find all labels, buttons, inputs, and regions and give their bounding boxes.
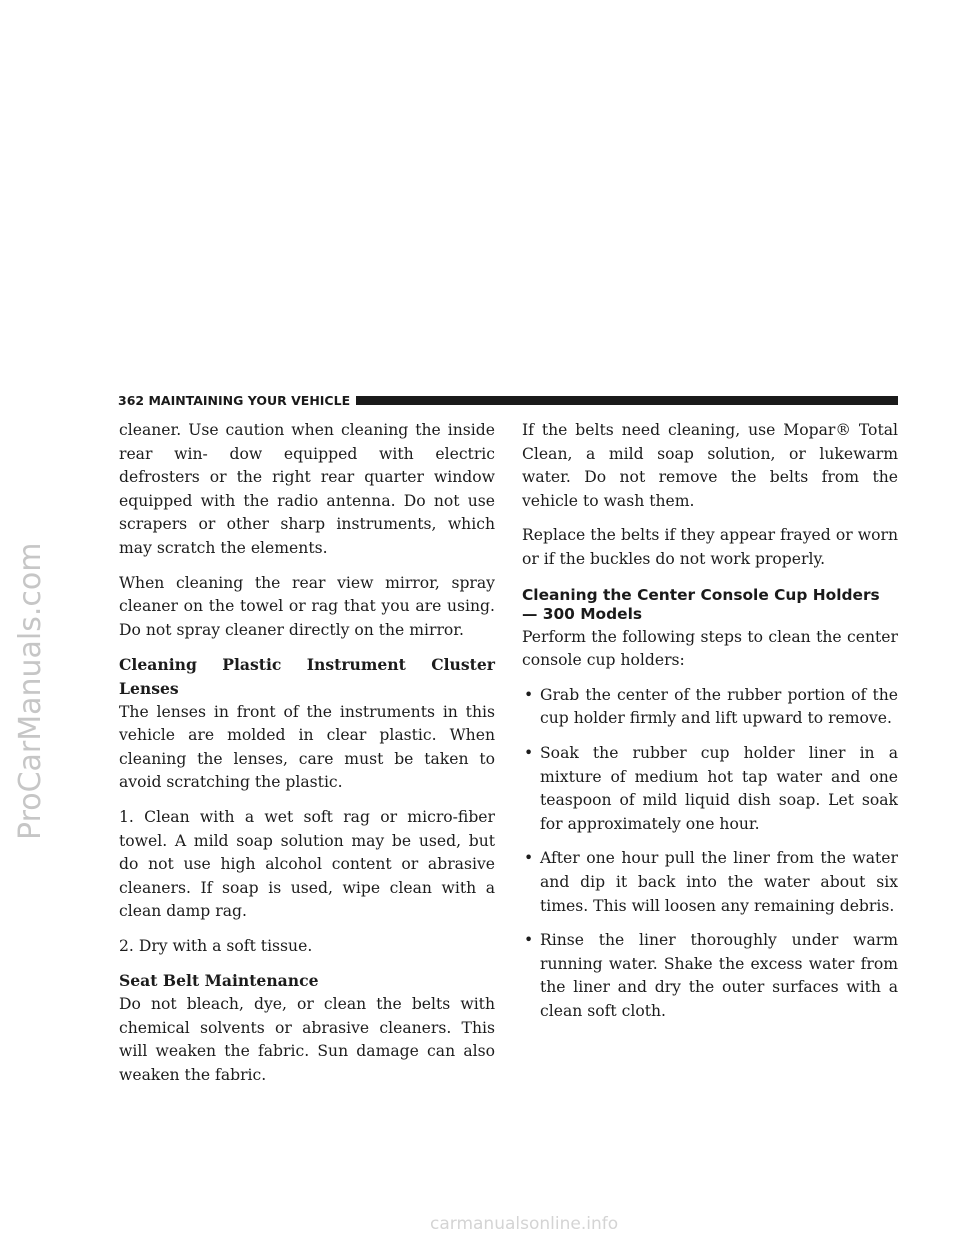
heading-seat-belt: Seat Belt Maintenance	[119, 971, 319, 991]
step-2: 2. Dry with a soft tissue.	[119, 936, 313, 955]
right-column	[522, 419, 898, 1034]
section-title: MAINTAINING YOUR VEHICLE	[148, 392, 351, 408]
step-1: 1. Clean with a wet soft rag or micro-fiber towel. A mild soap solution may be used, but do not use high alcohol content or abrasive cleaners. If soap is used, wipe clean with a clean damp rag.	[119, 807, 495, 921]
list-item: • Soak the rubber cup holder liner in a mixture of medium hot tap water and one teaspoon of mild liquid dish soap. Let soak for approximately one hour.	[522, 742, 898, 836]
page-header	[118, 389, 898, 411]
left-column	[119, 419, 495, 1098]
paragraph-lenses: The lenses in front of the instruments in this vehicle are molded in clear plastic. When cleaning the lenses, care must be taken to avoid scratching the plastic.	[119, 702, 495, 792]
watermark-procarmanuals: ProCarManuals.com	[13, 542, 48, 840]
header-label	[118, 393, 356, 408]
paragraph-seat-belt: Do not bleach, dye, or clean the belts with chemical solvents or abrasive cleaners. This will weaken the fabric. Sun damage can also weaken the fabric.	[119, 995, 495, 1084]
header-rule	[356, 396, 898, 405]
paragraph-window-caution: cleaner. Use caution when cleaning the inside rear win- dow equipped with electric defrosters or the right rear quarter window equipped with the radio antenna. Do not use scrapers or other sharp instruments, which may scratch the elements.	[119, 421, 495, 557]
paragraph-belt-cleaning: If the belts need cleaning, use Mopar® Total Clean, a mild soap solution, or lukewarm water. Do not remove the belts from the vehicle to wash them.	[522, 421, 898, 510]
watermark-carmanualsonline: carmanualsonline.info	[430, 1214, 619, 1234]
paragraph-mirror: When cleaning the rear view mirror, spray cleaner on the towel or rag that you are using. Do not spray cleaner directly on the mirror.	[119, 573, 495, 639]
paragraph-belt-replace: Replace the belts if they appear frayed or worn or if the buckles do not work properly.	[522, 526, 898, 568]
heading-cup-holders: Cleaning the Center Console Cup Holders — 300 Models	[522, 585, 880, 623]
paragraph-cup-intro: Perform the following steps to clean the center console cup holders:	[522, 627, 898, 670]
list-item: • Grab the center of the rubber portion of the cup holder firmly and lift upward to remove.	[522, 684, 898, 731]
list-item: • After one hour pull the liner from the water and dip it back into the water about six times. This will loosen any remaining debris.	[522, 847, 898, 918]
page-number: 362	[118, 392, 145, 408]
heading-cluster-lenses: Cleaning Plastic Instrument Cluster Lenses	[119, 655, 495, 698]
cup-holder-steps	[522, 684, 898, 1024]
list-item: • Rinse the liner thoroughly under warm running water. Shake the excess water from the liner and dry the outer surfaces with a clean soft cloth.	[522, 929, 898, 1023]
